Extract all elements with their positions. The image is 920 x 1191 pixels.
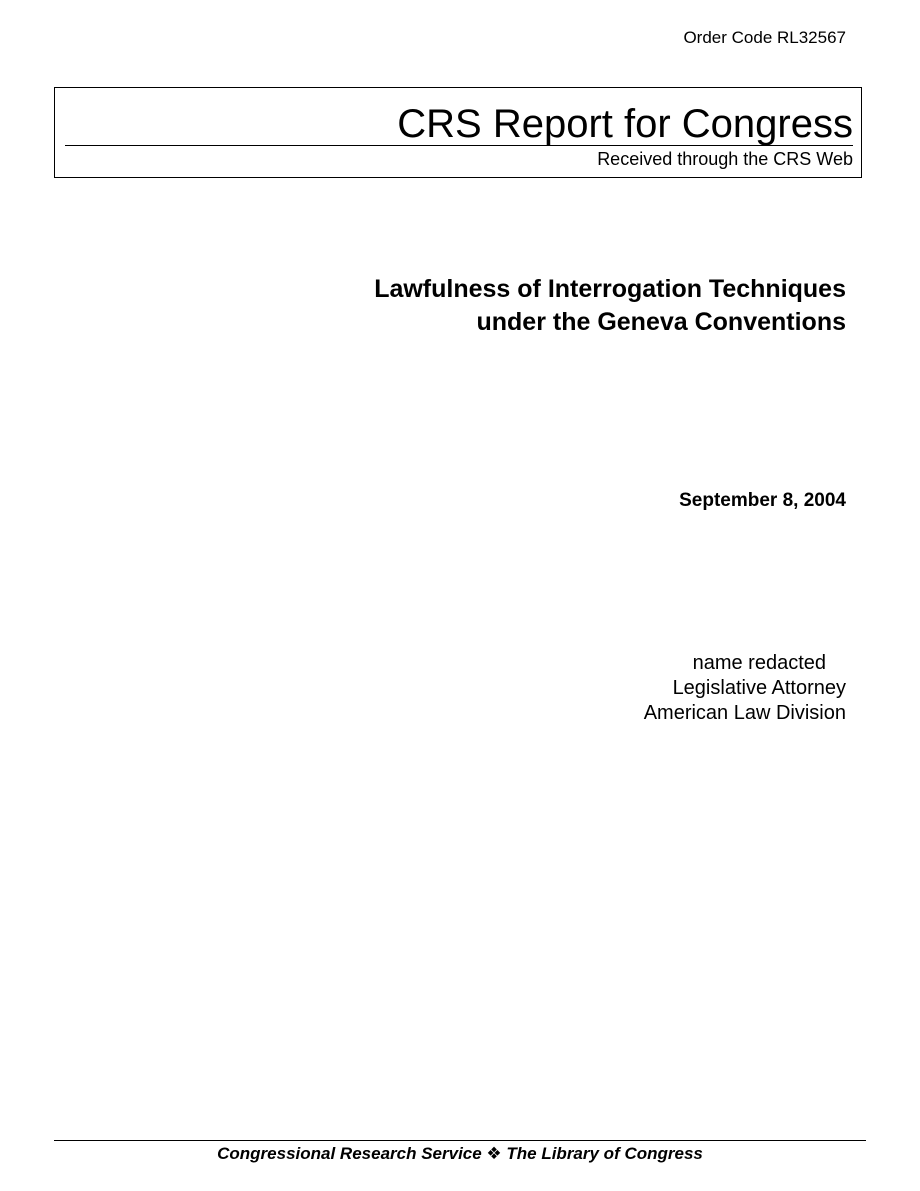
footer-divider [54, 1140, 866, 1141]
author-position: Legislative Attorney [672, 677, 846, 699]
report-header-box [54, 87, 862, 178]
author-block [644, 651, 846, 726]
report-series-title: CRS Report for Congress [397, 102, 853, 146]
footer-text: Congressional Research Service ❖ The Library of Congress [217, 1144, 703, 1163]
author-name: name redacted [692, 652, 826, 674]
order-code: Order Code RL32567 [683, 28, 846, 47]
header-divider [65, 145, 853, 146]
report-series-subtitle: Received through the CRS Web [597, 149, 853, 169]
report-date: September 8, 2004 [679, 490, 846, 511]
author-division: American Law Division [643, 702, 846, 724]
report-title-line-1: Lawfulness of Interrogation Techniques [374, 275, 846, 303]
report-title [374, 273, 846, 339]
report-title-line-2: under the Geneva Conventions [476, 308, 846, 336]
